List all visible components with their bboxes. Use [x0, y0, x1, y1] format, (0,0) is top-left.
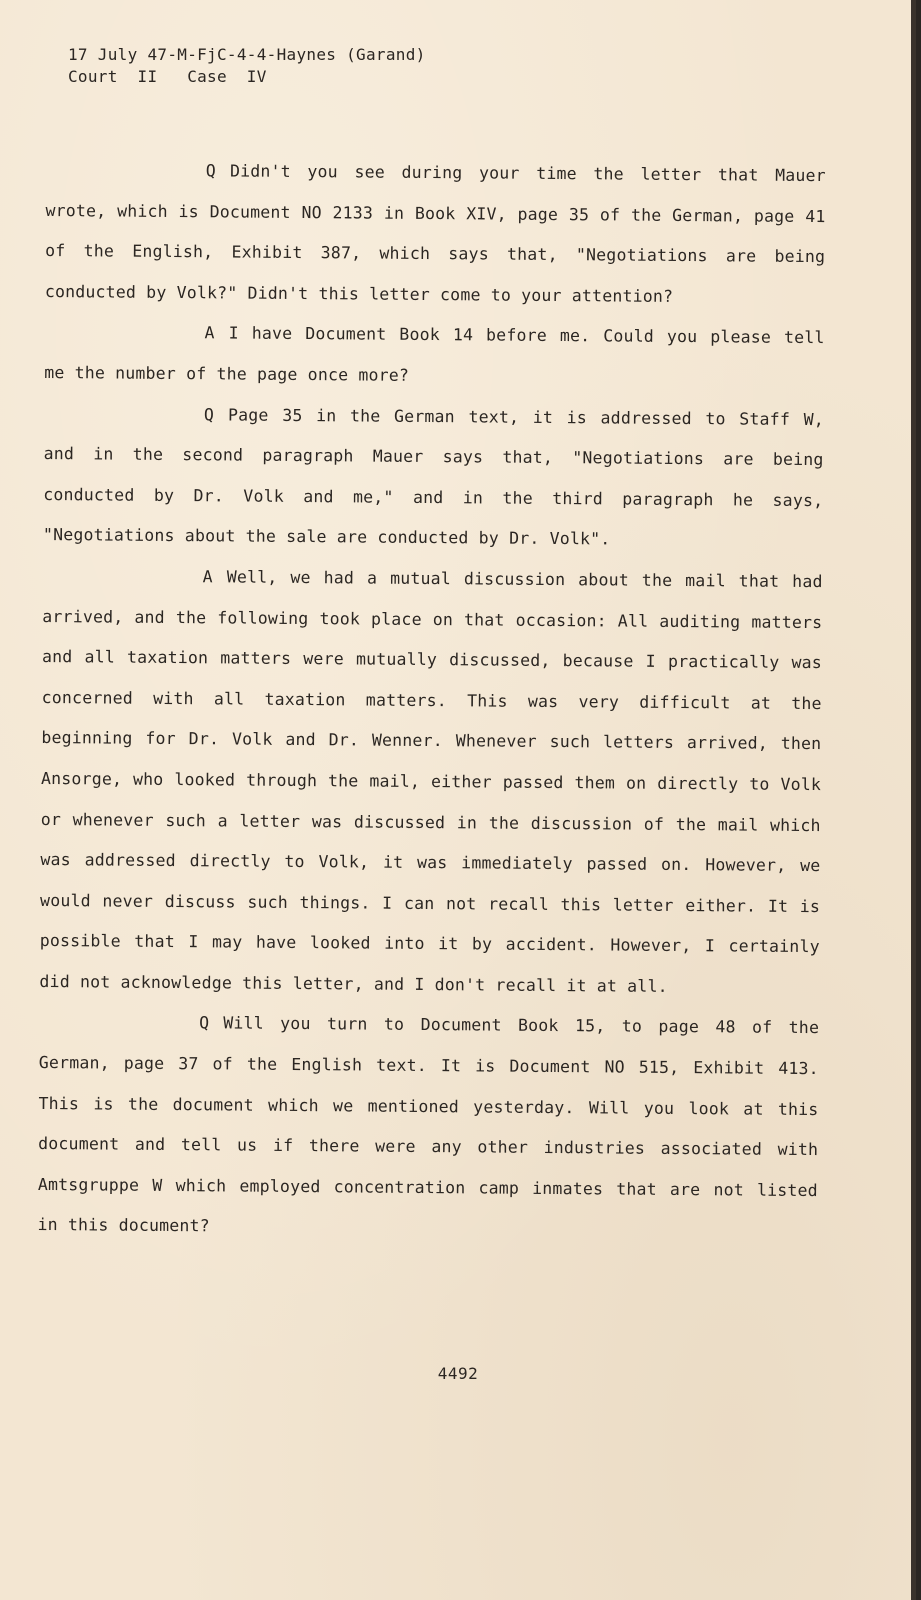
speaker-label: Q	[203, 404, 215, 424]
transcript-header	[68, 44, 426, 88]
page-number: 4492	[437, 1364, 479, 1383]
testimony-paragraph	[44, 312, 825, 399]
paragraph-text: I have Document Book 14 before me. Could you please tell me the number of the page once more?	[44, 323, 825, 385]
paragraph-text: Didn't you see during your time the letter that Mauer wrote, which is Document NO 2133 in Book XIV, page 35 of the German, page 41 of the English, Exhibit 387, which says that, "Negotiations are being conducted by Volk?" Didn't this letter come to your attention?	[44, 161, 826, 306]
header-court-line: Court II Case IV	[68, 67, 267, 86]
testimony-paragraph	[43, 394, 824, 562]
paragraph-text: Page 35 in the German text, it is addressed to Staff W, and in the second paragraph Mauer says that, "Negotiations are being conducted by Dr. Volk and me," and in the third paragraph he says, "Negotiations about the sale are conducted by Dr. Volk".	[42, 405, 824, 549]
paragraph-text: Well, we had a mutual discussion about the mail that had arrived, and the following took place on that occasion: All auditing matters and all taxation matters were mutually discussed, because I practically was concerned with all taxation matters. This was very difficult at the beginning for Dr. Volk and Dr. Wenner. Whenever such letters arrived, then Ansorge, who looked through the mail, either passed them on directly to Volk or whenever such a letter was discussed in the discussion of the mail which was addressed directly to Volk, it was immediately passed on. However, we would never discuss such things. I can not recall this letter either. It is possible that I may have looked into it by accident. However, I certainly did not acknowledge this letter, and I don't recall it at all.	[39, 567, 823, 996]
speaker-label: A	[204, 323, 215, 343]
testimony-paragraph	[39, 556, 822, 1009]
testimony-paragraph	[45, 150, 826, 318]
page-edge-shadow	[911, 0, 916, 1600]
speaker-label: A	[202, 567, 213, 587]
paragraph-text: Will you turn to Document Book 15, to page 48 of the German, page 37 of the English text. It is Document NO 515, Exhibit 413. This is the document which we mentioned yesterday. Will you look at this document and tell us if there were any other industries associated with Amtsgruppe W which employed concentration camp inmates that are not listed in this document?	[37, 1013, 820, 1236]
testimony-body	[37, 150, 826, 1252]
header-date-line: 17 July 47-M-FjC-4-4-Haynes (Garand)	[68, 45, 426, 64]
speaker-label: Q	[199, 1013, 210, 1033]
testimony-paragraph	[37, 1002, 819, 1252]
speaker-label: Q	[205, 161, 217, 181]
